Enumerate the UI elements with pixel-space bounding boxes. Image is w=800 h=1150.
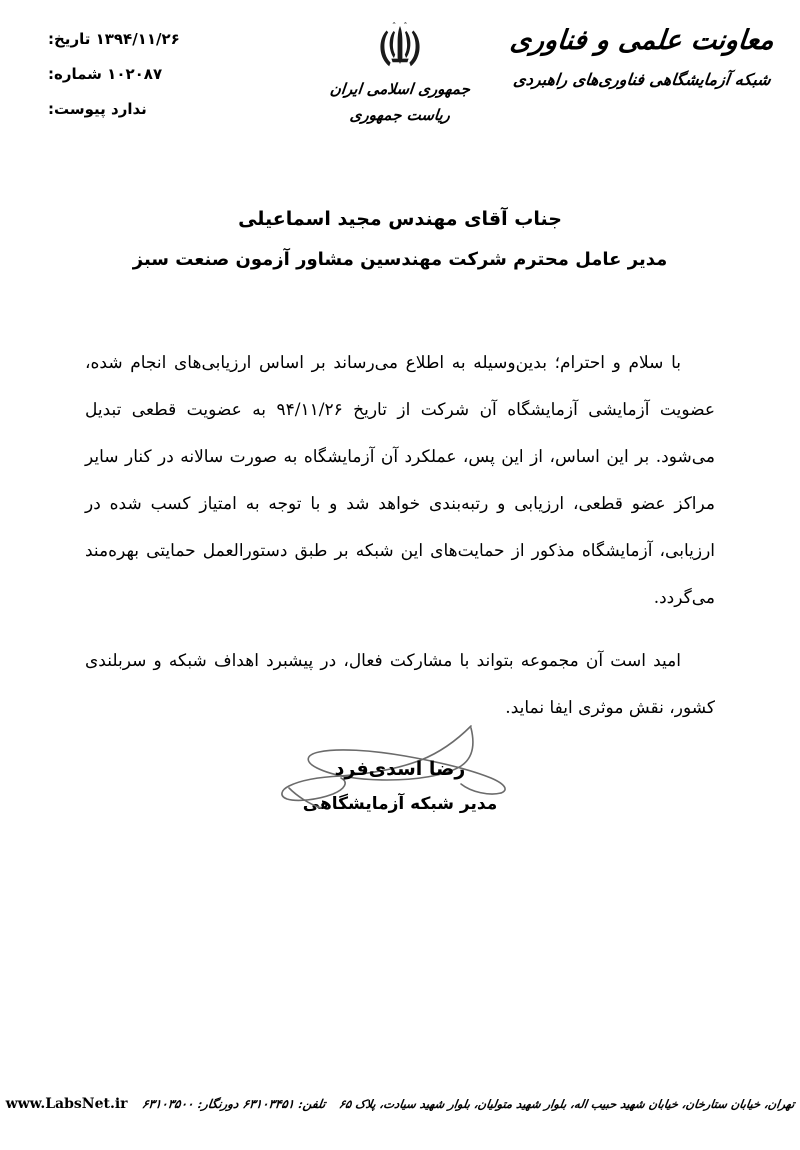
letter-meta <box>48 30 248 135</box>
signature-block <box>0 740 800 814</box>
phone-value: ۶۳۱۰۳۴۵۱ <box>241 1097 295 1111</box>
phone-label: تلفن: <box>297 1097 326 1111</box>
footer-address: تهران، خیابان ستارخان، خیابان شهید حبیب اله، بلوار شهید متولیان، بلوار شهید سیادت، پلاک ۶۵ <box>337 1097 796 1111</box>
signer-title: مدیر شبکه آزمایشگاهی <box>302 794 498 814</box>
letter-footer <box>0 1096 800 1136</box>
number-value: ۱۰۲۰۸۷ <box>107 65 163 83</box>
iran-national-emblem-icon <box>369 18 431 76</box>
date-label: تاریخ: <box>48 30 91 48</box>
meta-row-number <box>48 65 248 83</box>
number-label: شماره: <box>48 65 102 83</box>
signer-name: رضا اسدی‌فرد <box>334 758 466 780</box>
addressee-name: جناب آقای مهندس مجید اسماعیلی <box>238 208 562 230</box>
emblem-presidency-label: ریاست جمهوری <box>348 106 451 124</box>
addressee-position: مدیر عامل محترم شرکت مهندسین مشاور آزمون صنعت سبز <box>132 248 668 270</box>
fax-value: ۶۳۱۰۳۵۰۰ <box>140 1097 195 1111</box>
organization-header <box>502 24 782 91</box>
letter-header <box>0 0 800 175</box>
attachment-value: ندارد <box>111 100 147 118</box>
emblem-block <box>290 18 510 124</box>
footer-website[interactable]: www.LabsNet.ir <box>5 1096 128 1112</box>
meta-row-date <box>48 30 248 48</box>
body-paragraph-2: امید است آن مجموعه بتواند با مشارکت فعال، در پیشبرد اهداف شبکه و سربلندی کشور، نقش موثری ایفا نماید. <box>85 651 715 718</box>
organization-title: معاونت علمی و فناوری <box>508 25 776 56</box>
fax-label: دورنگار: <box>196 1097 240 1111</box>
footer-contact <box>141 1097 326 1111</box>
date-value: ۱۳۹۴/۱۱/۲۶ <box>95 30 180 48</box>
addressee-block <box>0 205 800 273</box>
emblem-country-label: جمهوری اسلامی ایران <box>329 80 471 98</box>
organization-subtitle: شبکه آزمایشگاهی فناوری‌های راهبردی <box>512 69 772 89</box>
body-paragraph-1: با سلام و احترام؛ بدین‌وسیله به اطلاع می‌رساند بر اساس ارزیابی‌های انجام شده، عضویت آزمایشی آزمایشگاه آن شرکت از تاریخ ۹۴/۱۱/۲۶ به عضویت قطعی تبدیل می‌شود. بر این اساس، از این پس، عملکرد آن آزمایشگاه به صورت سالانه در کنار سایر مراکز عضو قطعی، ارزیابی و رتبه‌بندی خواهد شد و با توجه به امتیاز کسب شده در ارزیابی، آزمایشگاه مذکور از حمایت‌های این شبکه بر طبق دستورالعمل حمایتی بهره‌مند می‌گردد. <box>85 353 716 608</box>
signature-wrap <box>303 740 497 814</box>
attachment-label: پیوست: <box>48 100 106 118</box>
letter-body <box>85 340 715 738</box>
meta-row-attachment <box>48 100 248 118</box>
